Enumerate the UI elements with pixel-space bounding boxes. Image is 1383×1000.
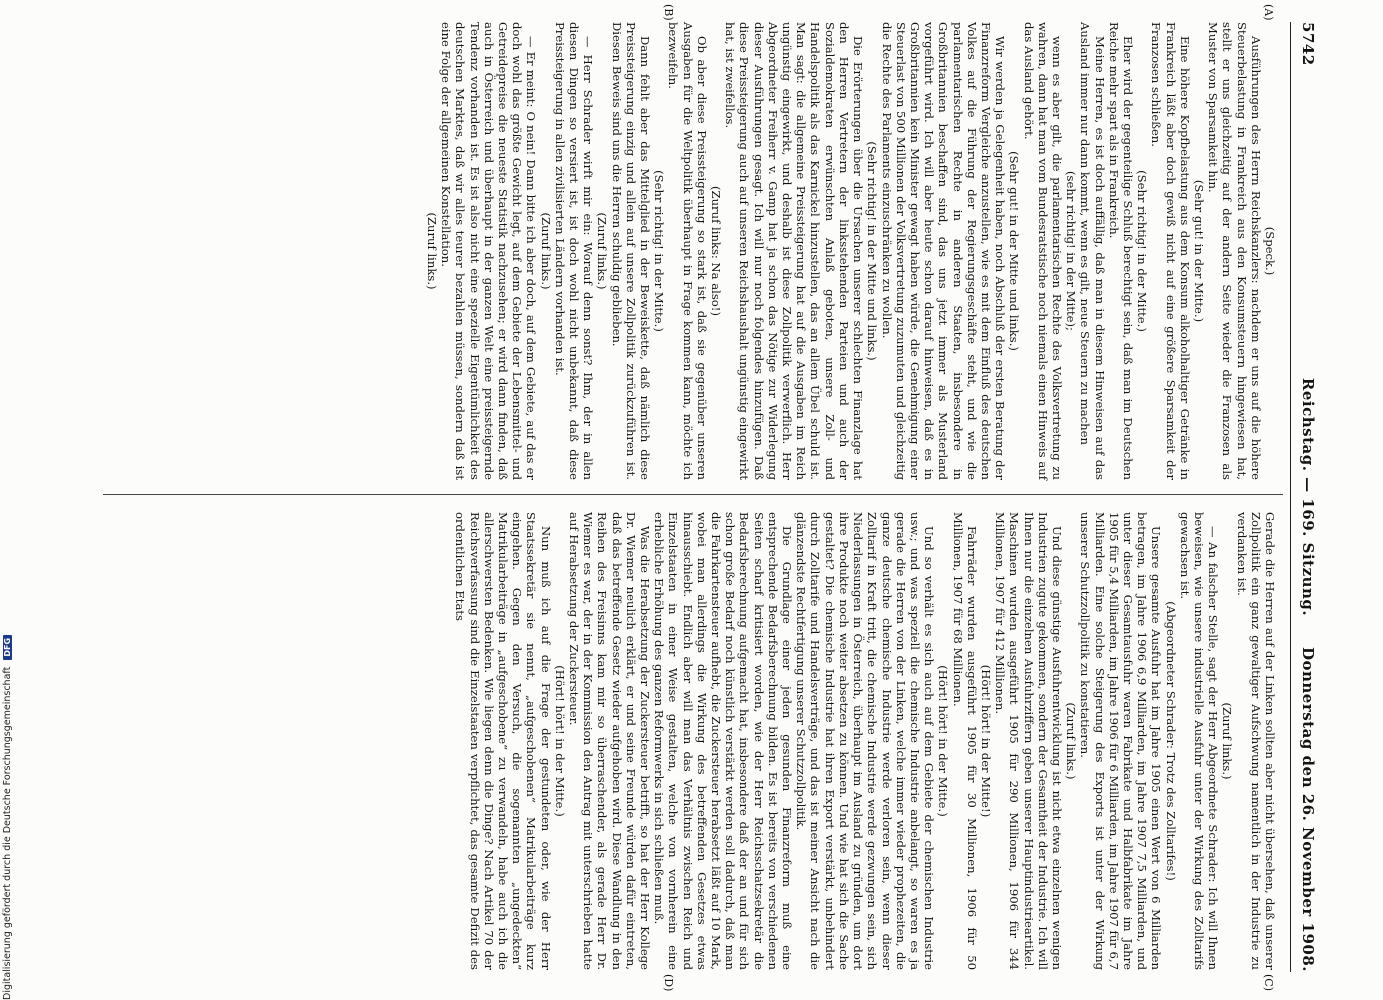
interjection: (Sehr gut! in der Mitte.) (1191, 179, 1206, 323)
paragraph: Eher wird der gegenteilige Schluß berechtigt sein, daß man im Deutschen Reiche mehr spart als in Frankreich. (1106, 22, 1135, 480)
interjection: (Sehr richtig! in der Mitte.) (1135, 170, 1150, 332)
rotated-page-content (35, 0, 1335, 1000)
interjection: (Hört! hört! in der Mitte.) (552, 665, 567, 817)
interjection: (Zuruf links.) (1064, 702, 1079, 780)
margin-marker-b: (B) (662, 4, 675, 21)
margin-marker-d: (D) (662, 974, 675, 992)
column-divider (103, 494, 1283, 495)
left-text-column (425, 22, 1277, 480)
interjection: (Sehr gut! in der Mitte und links.) (1007, 151, 1022, 351)
margin-marker-c: (C) (1262, 974, 1275, 991)
header-date: Donnerstag den 26. November 1908. (1299, 646, 1317, 972)
interjection: (Hört! hört! in der Mitte.) (936, 665, 951, 817)
credit-text: Digitalisierung gefördert durch die Deutsche Forschungsgemeinschaft (2, 666, 13, 1000)
paragraph: Dann fehlt aber das Mittelglied in der Beweiskette, daß nämlich diese Preissteigerung einzig und allein auf unsere Zollpolitik zurückzuführen ist. Diesen Beweis sind uns die Herren schuldig geblieben. (609, 22, 653, 480)
interjection: (Zuruf links.) (595, 212, 610, 290)
paragraph: Meine Herren, es ist doch auffällig, daß man in diesem Hinweisen auf das Ausland immer nur dann kommt, wenn es gilt, neue Steuern zu machen (1078, 22, 1107, 480)
interjection: (Hört! hört! in der Mitte!) (978, 664, 993, 818)
paragraph: — Herr Schrader wirft mir ein: Worauf denn sonst? Ihm, der in allen diesen Dingen so versiert ist, ist doch wohl nicht unbekannt, daß diese Preissteigerung in allen zivilisierten Ländern vorhanden ist. (552, 22, 596, 480)
paragraph: Ausführungen des Herrn Reichskanzlers: nachdem er uns auf die höhere Steuerbelastung in Frankreich aus den Konsumsteuern hingewiesen hat, stellt er uns gleichzeitig auf der andern Seite wieder die Franzosen als Muster von Sparsamkeit hin. (1206, 22, 1263, 480)
paragraph: Die Grundlage einer jeden gesunden Finanzreform muß eine entsprechende Bedarfsberechnung bilden. Es ist bereits von verschiedenen Seiten scharf kritisiert worden, wie der Herr Reichsschatzsekretär die Bedarfsberechnung aufgemacht hat, insbesondere daß der an und für sich schon große Bedarf noch künstlich verstärkt werden soll dadurch, daß man die Fahrkartensteuer aufhebt, die Zuckersteuer herabsetzt läßt auf 10 Mark, wobei man allerdings die Wirkung des betreffenden Gesetzes etwas hinausschiebt. Endlich aber will man das Verhältnis zwischen Reich und Einzelstaaten in einer Weise gestalten, welche von vornherein eine erhebliche Erhöhung des ganzen Reformwerks in sich schließen muß. (652, 512, 795, 970)
interjection: (sehr richtig! in der Mitte); (1064, 171, 1079, 331)
margin-marker-a: (A) (1262, 4, 1275, 21)
interjection: (Zuruf links.) (538, 212, 553, 290)
paragraph: — Er meint: O nein! Dann bitte ich aber doch, auf dem Gebiete, auf das er doch wohl das größte Gewicht legt, auf dem Gebiete der Lebensmittel- und Getreidepreise die neueste Statistik nachzusehen; er wird dann finden, daß auch in Österreich und überhaupt in der ganzen Welt eine preissteigernde Tendenz vorhanden ist. Es ist also nicht eine spezielle Eigentümlichkeit des deutschen Marktes, daß wir alles teurer bezahlen müssen, sondern daß ist eine Folge der allgemeinen Konstellation. (439, 22, 539, 480)
dfg-logo: DFG (3, 635, 12, 660)
interjection: (Speck.) (1263, 226, 1277, 276)
interjection: (Abgeordneter Schrader: Trotz des Zolltarifes!) (1163, 601, 1178, 881)
running-header (1293, 22, 1317, 972)
interjection: (Zuruf links.) (425, 212, 440, 290)
paragraph: — An falscher Stelle, sagt der Herr Abgeordnete Schrader: Ich will Ihnen beweisen, wie unsere industrielle Ausfuhr unter der Wirkung des Zolltarifs gewachsen ist. (1177, 512, 1221, 970)
interjection: (Sehr richtig! in der Mitte.) (652, 170, 667, 332)
paragraph: Nun muß ich auf die Frage der gestundeten oder, wie der Herr Staatssekretär sie nennt, „aufgeschobenen“ Matrikularbeiträge kurz eingehen. Gegen den Versuch, die sogenannten „ungedeckten“ Matrikularbeiträge in „aufgeschobene“ zu verwandeln, habe auch ich die allerschwersten Bedenken. Wie liegen denn die Dinge? Nach Artikel 70 der Reichsverfassung sind die Einzelstaaten verpflichtet, das gesamte Defizit des ordentlichen Etats (453, 512, 553, 970)
interjection: (Zuruf links: Na also!) (709, 186, 724, 316)
paragraph: Und diese günstige Ausfuhrentwicklung ist nicht etwa einzelnen wenigen Industrien zugute gekommen, sondern der Gesamtheit der Industrie. Ich will Ihnen nur die einzelnen Ausfuhrziffern geben unserer Hauptindustrieartikel. Maschinen wurden ausgeführt 1905 für 290 Millionen, 1906 für 344 Millionen, 1907 für 412 Millionen. (993, 512, 1064, 970)
header-rule (1290, 22, 1291, 972)
interjection: (Sehr richtig! in der Mitte und links.) (865, 141, 880, 361)
paragraph: Und so verhält es sich auch auf dem Gebiete der chemischen Industrie usw.; und was speziell die chemische Industrie anbelangt, so waren es ja gerade die Herren von der Linken, welche immer wieder prophezeiten, die ganze deutsche chemische Industrie werde verloren sein, wenn dieser Zolltarif in Kraft tritt, die chemische Industrie werde gezwungen sein, sich Niederlassungen in Österreich, überhaupt im Ausland zu gründen, um dort ihre Produkte noch weiter absetzen zu können. Und wie hat sich die Sache gestaltet? Die chemische Industrie hat ihren Export verstärkt, unbehindert durch Zolltarife und Handelsverträge, und das ist meiner Ansicht nach die glänzendste Rechtfertigung unserer Schutzzollpolitik. (794, 512, 937, 970)
page-number: 5742 (1299, 22, 1317, 66)
paragraph: Eine höhere Kopfbelastung aus dem Konsum alkoholhaltiger Getränke in Frankreich läßt aber doch gewiß nicht auf eine größere Sparsamkeit der Franzosen schließen. (1149, 22, 1192, 480)
paragraph: Fahrräder wurden ausgeführt 1905 für 30 Millionen, 1906 für 50 Millionen, 1907 für 68 Millionen. (950, 512, 979, 970)
paragraph: wenn es aber gilt, die parlamentarischen Rechte des Volksvertretung zu wahren, dann hat man vom Bundesratstische noch niemals einen Hinweis auf das Ausland gehört. (1021, 22, 1064, 480)
header-title: Reichstag. — 169. Sitzung. (1299, 377, 1317, 617)
paragraph: Was die Herabsetzung der Zuckersteuer betrifft, so hat der Herr Kollege Dr. Wiemer neulich erklärt, er und seine Freunde würden dafür eintreten, daß das betreffende Gesetz wieder aufgehoben wird. Diese Wandlung in den Reihen des Freisinns kam mir so überraschender, als gerade Herr Dr. Wiemer es war, der in der Kommission den Antrag mit unterschrieben hatte auf Herabsetzung der Zuckersteuer. (567, 512, 653, 970)
paragraph: Die Erörterungen über die Ursachen unserer schlechten Finanzlage hat den Herren Vertretern der linksstehenden Parteien und auch der Sozialdemokraten erwünschten Anlaß geboten, unsere Zoll- und Handelspolitik als das Karnickel hinzustellen, das an allem Übel schuld ist. Man sagt: die allgemeine Preissteigerung hat auf die Ausgaben im Reich ungünstig eingewirkt, und deshalb ist diese Zollpolitik verwerflich. Herr Abgeordneter Freiherr v. Gamp hat ja schon das Nötige zur Widerlegung dieser Ausführungen gesagt. Ich will nur noch folgendes hinzufügen. Daß diese Preissteigerung auch auf unseren Reichshaushalt ungünstig eingewirkt hat, ist zweifellos. (723, 22, 866, 480)
digitization-credit (2, 0, 16, 1000)
interjection: (Zuruf links.) (1220, 702, 1235, 780)
paragraph: Unsere gesamte Ausfuhr hat im Jahre 1905 einen Wert von 6 Milliarden betragen, im Jahre 1906 6,9 Milliarden, im Jahre 1907 7,5 Milliarden, und unter dieser Gesamtausfuhr waren Fabrikate und Halbfabrikate im Jahre 1905 für 5,4 Milliarden, im Jahre 1906 für 6 Milliarden, im Jahre 1907 für 6,7 Milliarden. Eine solche Steigerung des Exports ist unter der Wirkung unserer Schutzzollpolitik zu konstatieren. (1078, 512, 1164, 970)
paragraph: Ob aber diese Preissteigerung so stark ist, daß sie gegenüber unseren Ausgaben für die Weltpolitik überhaupt in Frage kommen kann, möchte ich bezweifeln. (666, 22, 709, 480)
paragraph: Gerade die Herren auf der Linken sollten aber nicht übersehen, daß unserer Zollpolitik ein ganz gewaltiger Aufschwung namentlich in der Industrie zu verdanken ist. (1234, 512, 1277, 970)
paragraph: Wir werden ja Gelegenheit haben, noch Abschluß der ersten Beratung der Finanzreform Vergleiche anzustellen, wie es mit dem Einfluß des deutschen Volkes auf die Führung der Regierungsgeschäfte steht, und wie die parlamentarischen Rechte in anderen Staaten, insbesondere in Großbritannien beschaffen sind, das uns jetzt immer als Musterland vorgeführt wird. Ich will aber heute schon darauf hinweisen, daß es in Großbritannien kein Minister gewagt haben würde, die Genehmigung einer Steuerlast von 500 Millionen der Volksvertretung zuzumuten und gleichzeitig die Rechte des Parlaments einzuschränken zu wollen. (879, 22, 1008, 480)
right-text-column (453, 512, 1277, 970)
